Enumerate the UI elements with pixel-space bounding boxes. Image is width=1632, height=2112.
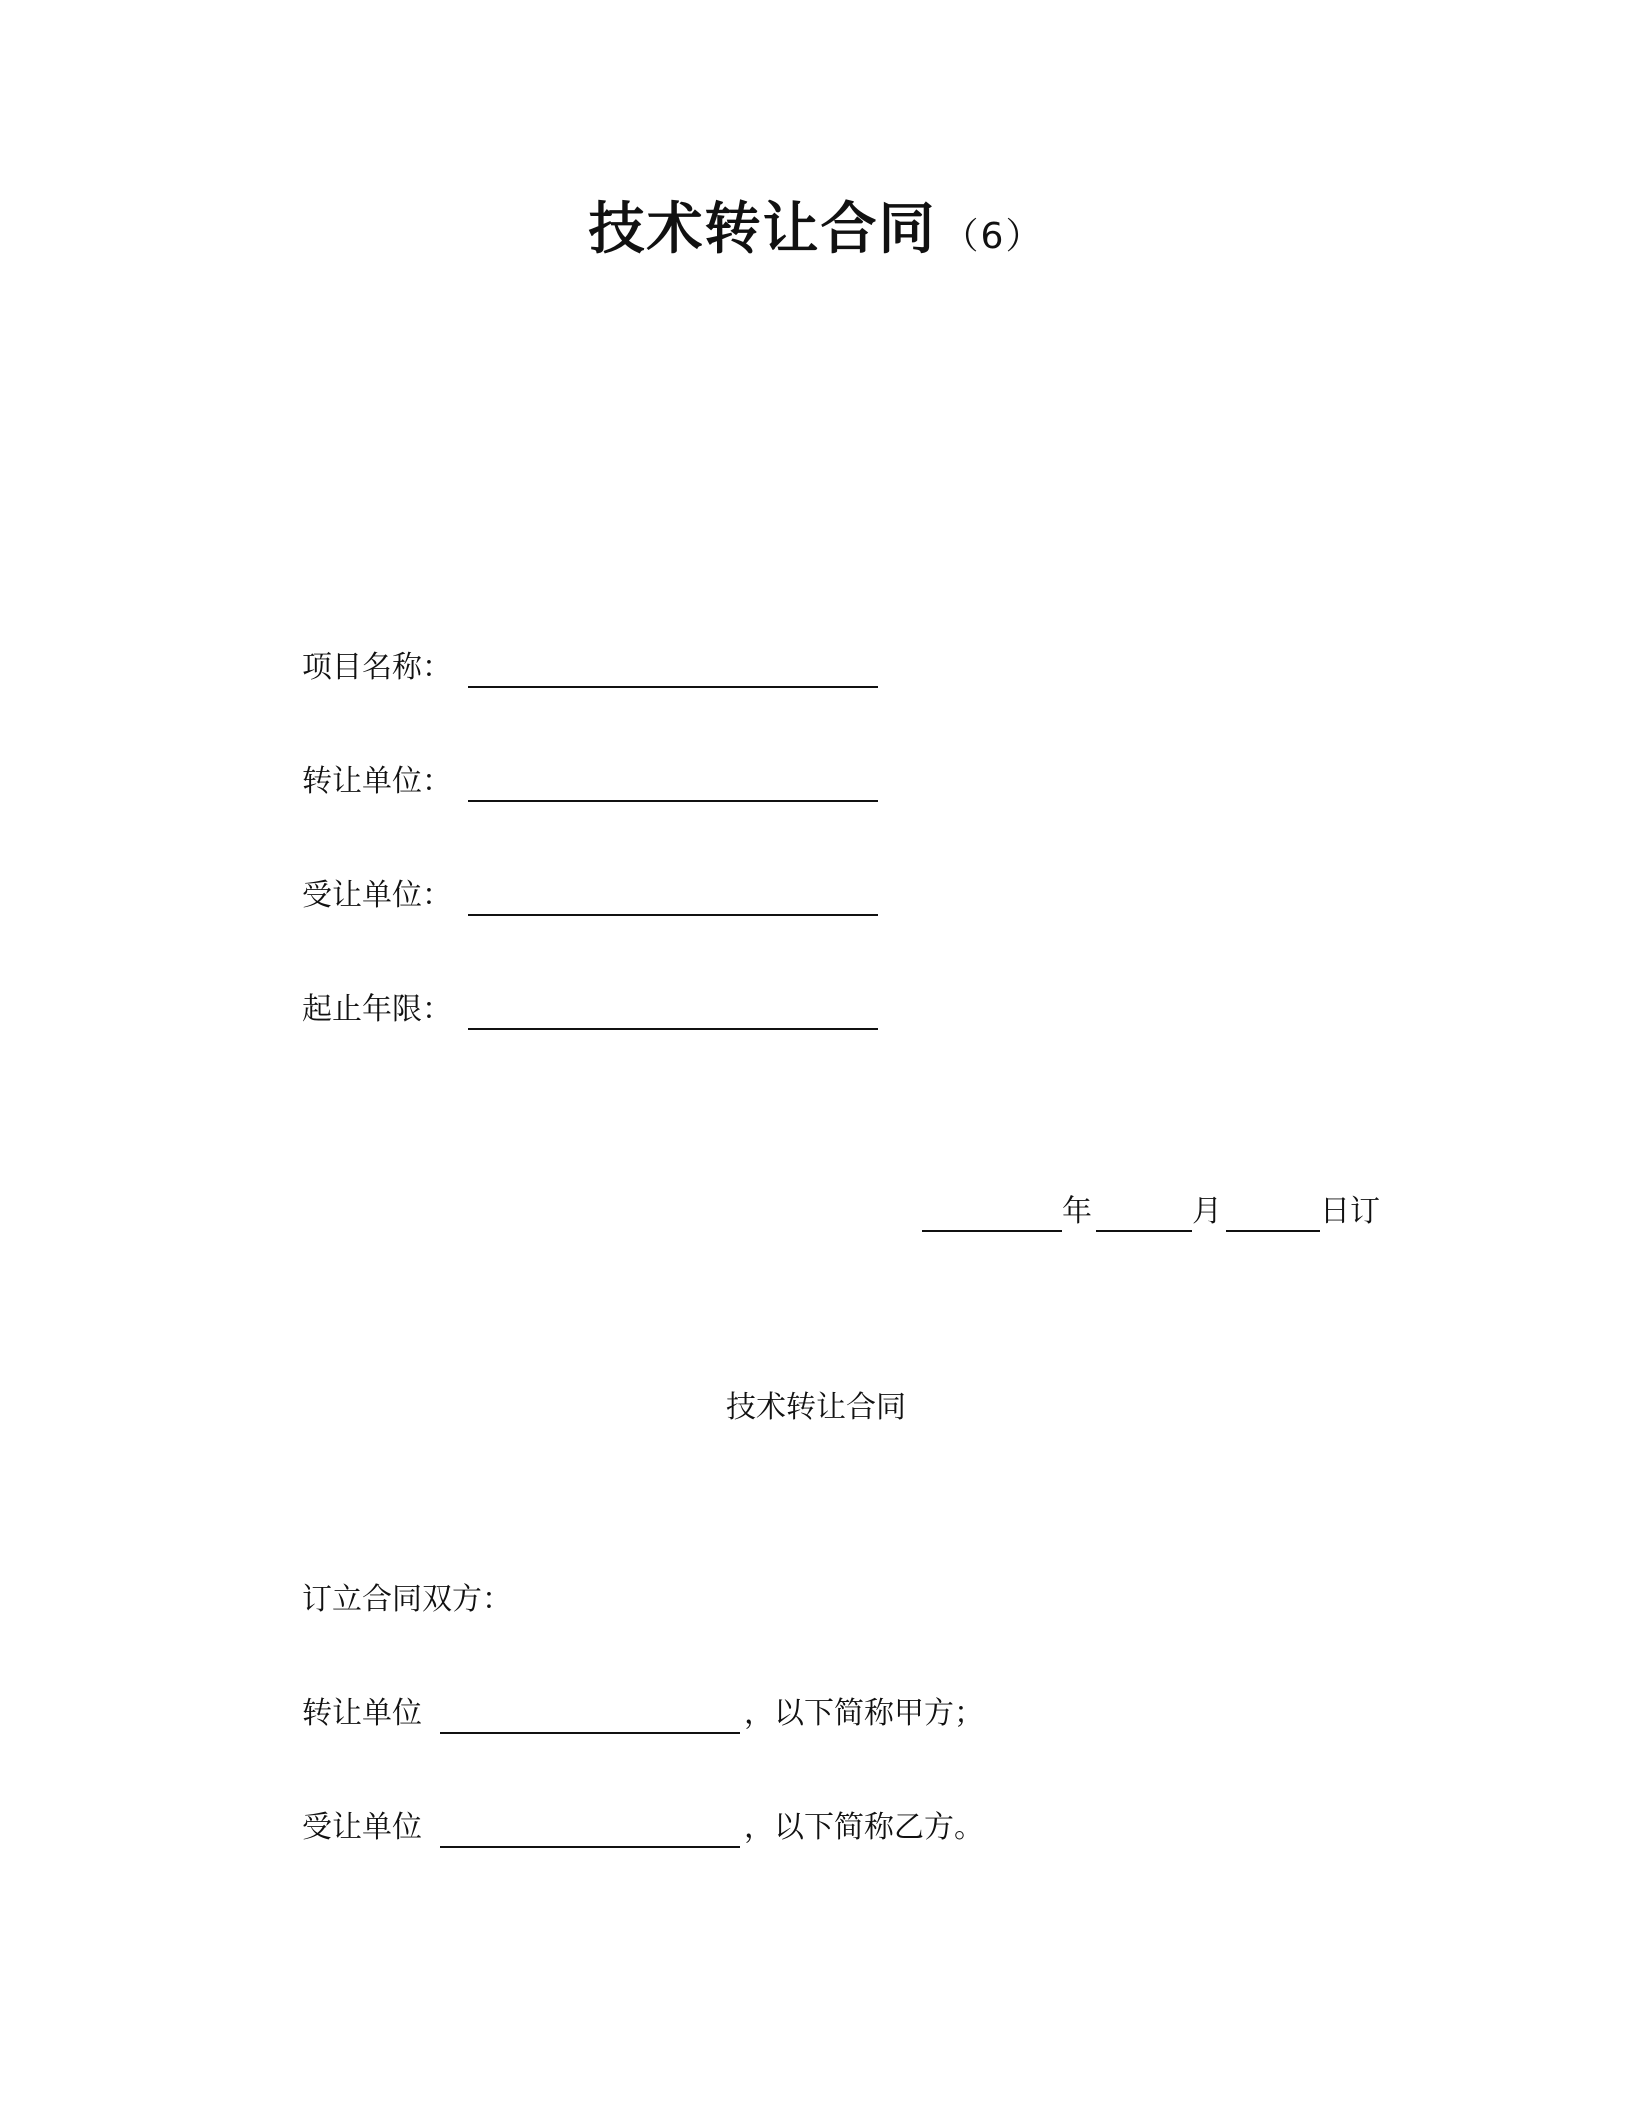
title-suffix: （6）	[942, 216, 1044, 257]
cover-field-project-name	[302, 648, 878, 688]
cover-field-label: 起止年限：	[302, 992, 452, 1027]
fill-in-blank	[468, 650, 878, 688]
fill-in-blank	[440, 1810, 740, 1848]
cover-field-label: 转让单位：	[302, 764, 452, 799]
contract-subtitle: 技术转让合同	[726, 1390, 906, 1425]
cover-field-transferee	[302, 876, 878, 916]
party-transferee	[302, 1808, 984, 1848]
fill-in-blank	[468, 992, 878, 1030]
party-suffix: ，以下简称甲方；	[744, 1696, 984, 1731]
month-blank	[1096, 1194, 1192, 1232]
month-label: 月	[1192, 1194, 1222, 1229]
cover-field-transferor	[302, 762, 878, 802]
party-transferor	[302, 1694, 984, 1734]
title-text: 技术转让合同	[588, 197, 937, 262]
year-blank	[922, 1194, 1062, 1232]
day-signed-label: 日订	[1320, 1194, 1380, 1229]
parties-heading: 订立合同双方：	[302, 1582, 512, 1617]
day-blank	[1226, 1194, 1320, 1232]
cover-field-label: 受让单位：	[302, 878, 452, 913]
party-label: 转让单位	[302, 1696, 422, 1731]
party-label: 受让单位	[302, 1810, 422, 1845]
fill-in-blank	[468, 878, 878, 916]
cover-field-term	[302, 990, 878, 1030]
party-suffix: ，以下简称乙方。	[744, 1810, 984, 1845]
fill-in-blank	[440, 1696, 740, 1734]
year-label: 年	[1062, 1194, 1092, 1229]
cover-field-label: 项目名称：	[302, 650, 452, 685]
signing-date	[922, 1192, 1380, 1232]
fill-in-blank	[468, 764, 878, 802]
document-title	[0, 196, 1632, 263]
